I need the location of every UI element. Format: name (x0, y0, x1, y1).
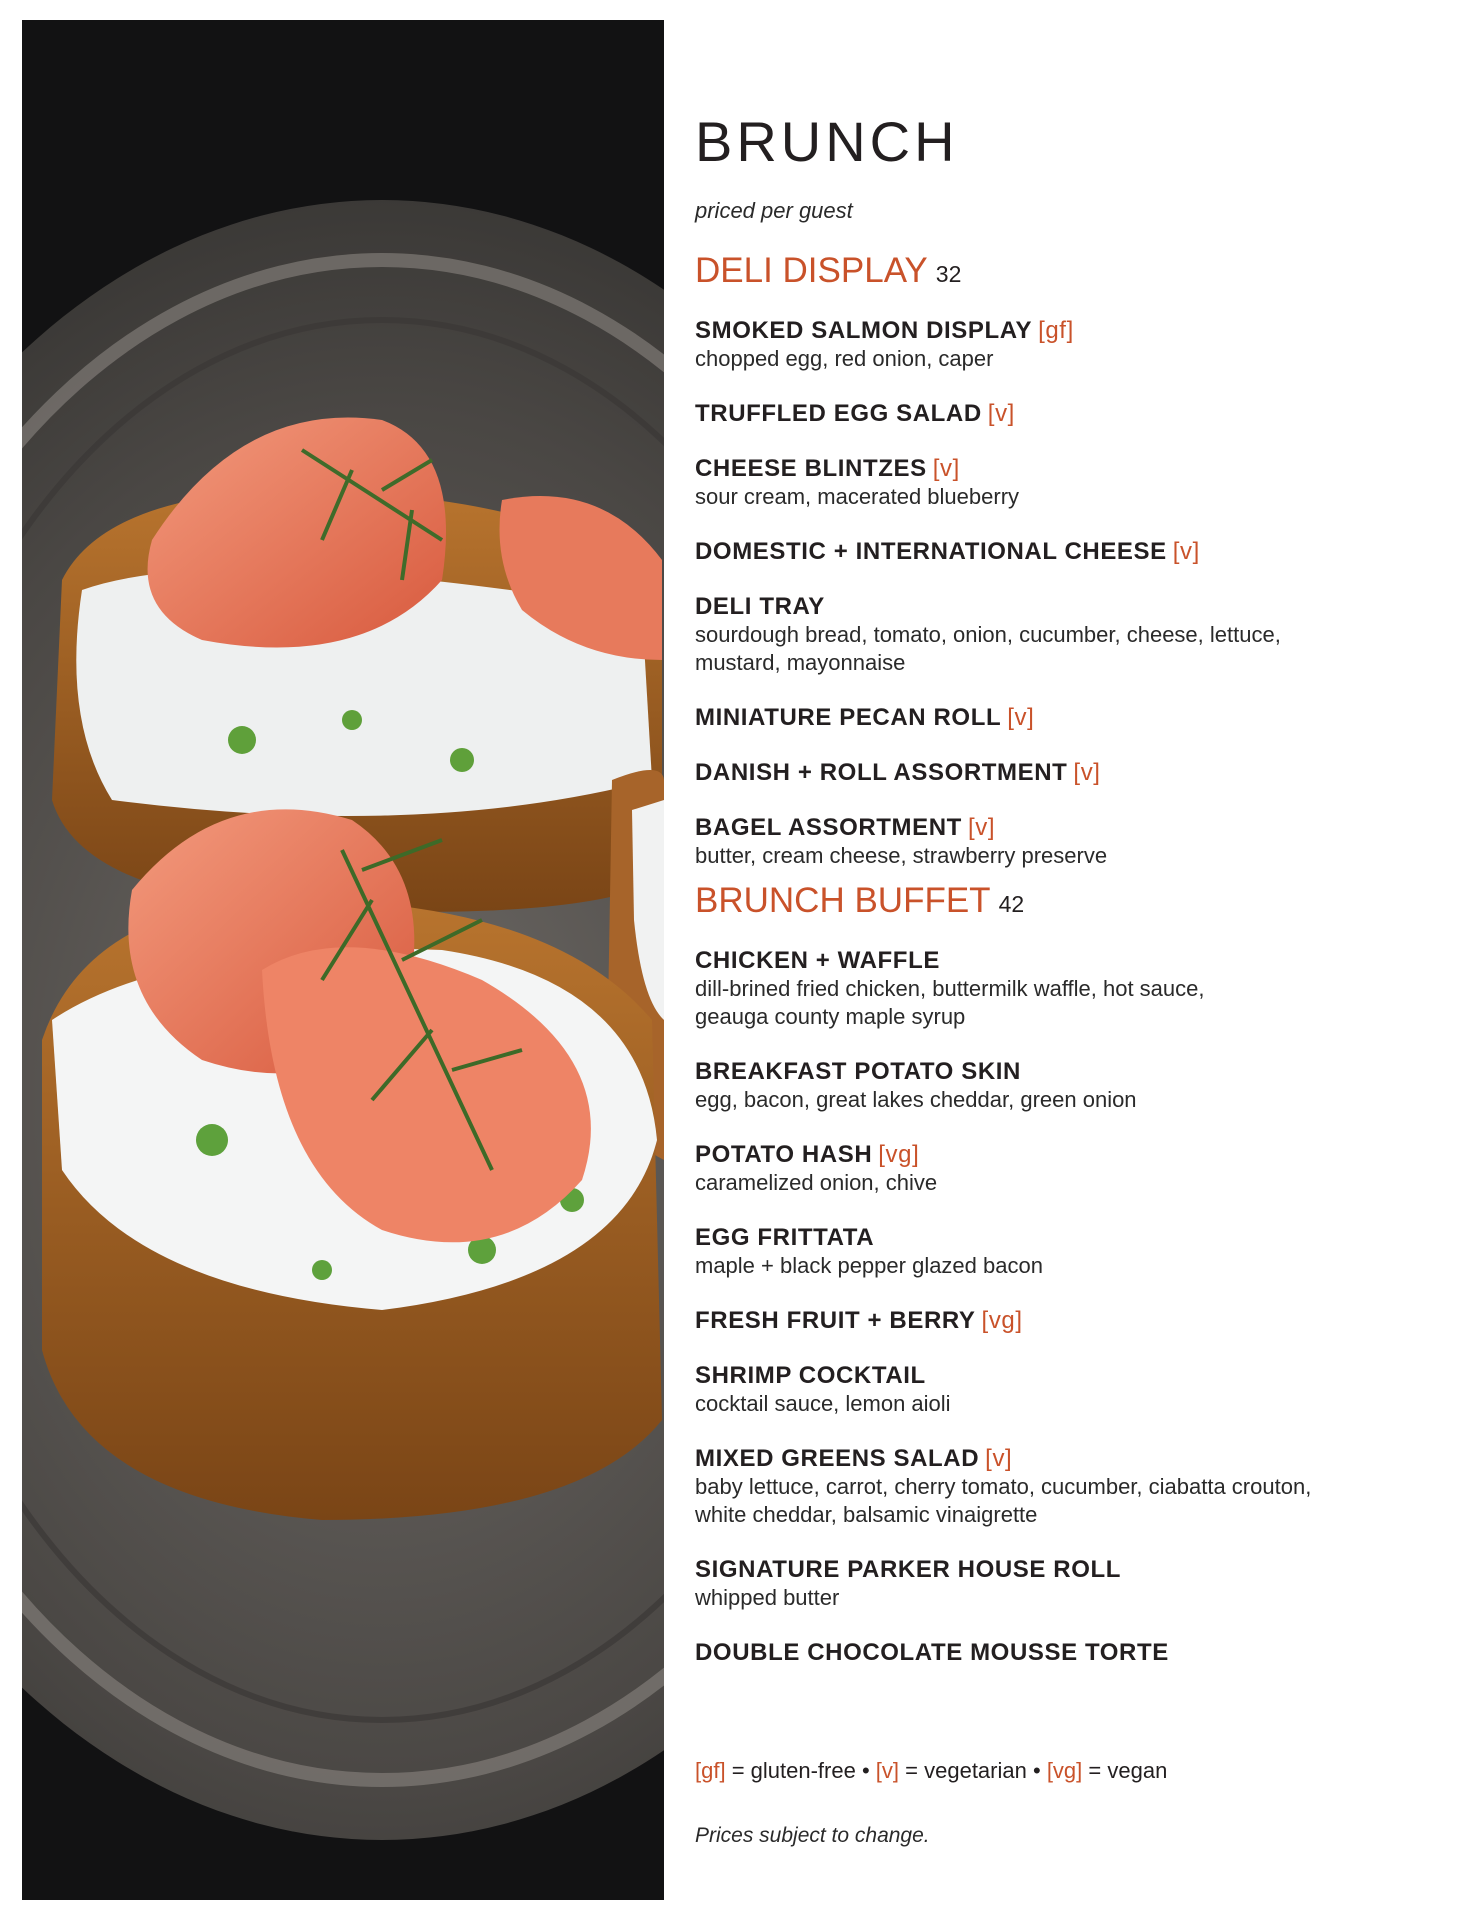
item-description: butter, cream cheese, strawberry preserve (695, 843, 1108, 868)
menu-item (695, 1058, 1455, 1114)
menu-item (695, 593, 1455, 677)
item-name: DOMESTIC + INTERNATIONAL CHEESE (695, 538, 1167, 565)
item-description: cocktail sauce, lemon aioli (695, 1391, 951, 1416)
menu-item (695, 1639, 1455, 1667)
item-name: DOUBLE CHOCOLATE MOUSSE TORTE (695, 1639, 1169, 1666)
dietary-legend (695, 1758, 1167, 1784)
diet-tag: [v] (1073, 759, 1101, 786)
item-description-continued: mustard, mayonnaise (695, 650, 906, 675)
item-name: SMOKED SALMON DISPLAY (695, 317, 1033, 344)
menu-item (695, 1141, 1455, 1197)
menu-item (695, 1362, 1455, 1418)
diet-tag: [v] (1172, 538, 1200, 565)
menu-item (695, 400, 1455, 428)
menu-item (695, 814, 1455, 870)
item-name: DANISH + ROLL ASSORTMENT (695, 759, 1068, 786)
diet-tag: [gf] (1038, 317, 1074, 344)
item-description: maple + black pepper glazed bacon (695, 1253, 1043, 1278)
item-description: egg, bacon, great lakes cheddar, green onion (695, 1087, 1137, 1112)
item-name: FRESH FRUIT + BERRY (695, 1307, 976, 1334)
item-name: MINIATURE PECAN ROLL (695, 704, 1002, 731)
section-name: DELI DISPLAY (695, 251, 928, 290)
item-description: sour cream, macerated blueberry (695, 484, 1020, 509)
diet-tag: [v] (985, 1445, 1013, 1472)
diet-tag: [v] (987, 400, 1015, 427)
item-name: DELI TRAY (695, 593, 825, 620)
item-name: SIGNATURE PARKER HOUSE ROLL (695, 1556, 1121, 1583)
menu-item (695, 455, 1455, 511)
diet-tag: [v] (1007, 704, 1035, 731)
item-name: SHRIMP COCKTAIL (695, 1362, 926, 1389)
menu-item (695, 317, 1455, 373)
diet-tag: [v] (932, 455, 960, 482)
item-description: chopped egg, red onion, caper (695, 346, 994, 371)
item-description: caramelized onion, chive (695, 1170, 938, 1195)
legend-v-text: = vegetarian (905, 1758, 1027, 1783)
legend-v-tag: [v] (875, 1758, 900, 1783)
smoked-salmon-crostini-illustration (22, 20, 664, 1900)
item-name: TRUFFLED EGG SALAD (695, 400, 982, 427)
section-brunch-buffet (695, 882, 1455, 1667)
item-name: CHICKEN + WAFFLE (695, 947, 940, 974)
legend-vg-tag: [vg] (1046, 1758, 1083, 1783)
item-name: MIXED GREENS SALAD (695, 1445, 980, 1472)
diet-tag: [v] (967, 814, 996, 841)
item-description-continued: white cheddar, balsamic vinaigrette (695, 1502, 1038, 1527)
item-description: whipped butter (695, 1585, 840, 1610)
legend-vg-text: = vegan (1088, 1758, 1168, 1783)
menu-item (695, 947, 1455, 1031)
legend-separator: • (861, 1758, 870, 1783)
section-heading (695, 882, 1455, 923)
item-description: baby lettuce, carrot, cherry tomato, cucumber, ciabatta crouton, (695, 1474, 1312, 1499)
section-name: BRUNCH BUFFET (695, 881, 991, 920)
diet-tag: [vg] (981, 1307, 1023, 1334)
legend-separator: • (1032, 1758, 1041, 1783)
menu-title: BRUNCH (695, 110, 959, 173)
menu-content (695, 112, 1455, 1667)
menu-item (695, 538, 1455, 566)
section-price: 32 (935, 261, 962, 287)
menu-item (695, 1445, 1455, 1529)
menu-subtitle: priced per guest (695, 198, 853, 223)
diet-tag: [vg] (878, 1141, 920, 1168)
section-heading (695, 252, 1455, 293)
menu-item (695, 759, 1455, 787)
item-name: BREAKFAST POTATO SKIN (695, 1058, 1021, 1085)
legend-gf-tag: [gf] (695, 1758, 726, 1783)
menu-item (695, 1307, 1455, 1335)
menu-item (695, 704, 1455, 732)
item-name: EGG FRITTATA (695, 1224, 875, 1251)
section-deli-display (695, 252, 1455, 870)
item-description: sourdough bread, tomato, onion, cucumber, cheese, lettuce, (695, 622, 1281, 647)
legend-gf-text: = gluten-free (731, 1758, 856, 1783)
item-name: POTATO HASH (695, 1141, 873, 1168)
menu-item (695, 1556, 1455, 1612)
item-description-continued: geauga county maple syrup (695, 1004, 966, 1029)
food-photo (22, 20, 664, 1900)
section-price: 42 (998, 891, 1025, 917)
menu-item (695, 1224, 1455, 1280)
price-note: Prices subject to change. (695, 1824, 930, 1847)
item-name: CHEESE BLINTZES (695, 455, 927, 482)
item-description: dill-brined fried chicken, buttermilk waffle, hot sauce, (695, 976, 1205, 1001)
item-name: BAGEL ASSORTMENT (695, 814, 962, 841)
